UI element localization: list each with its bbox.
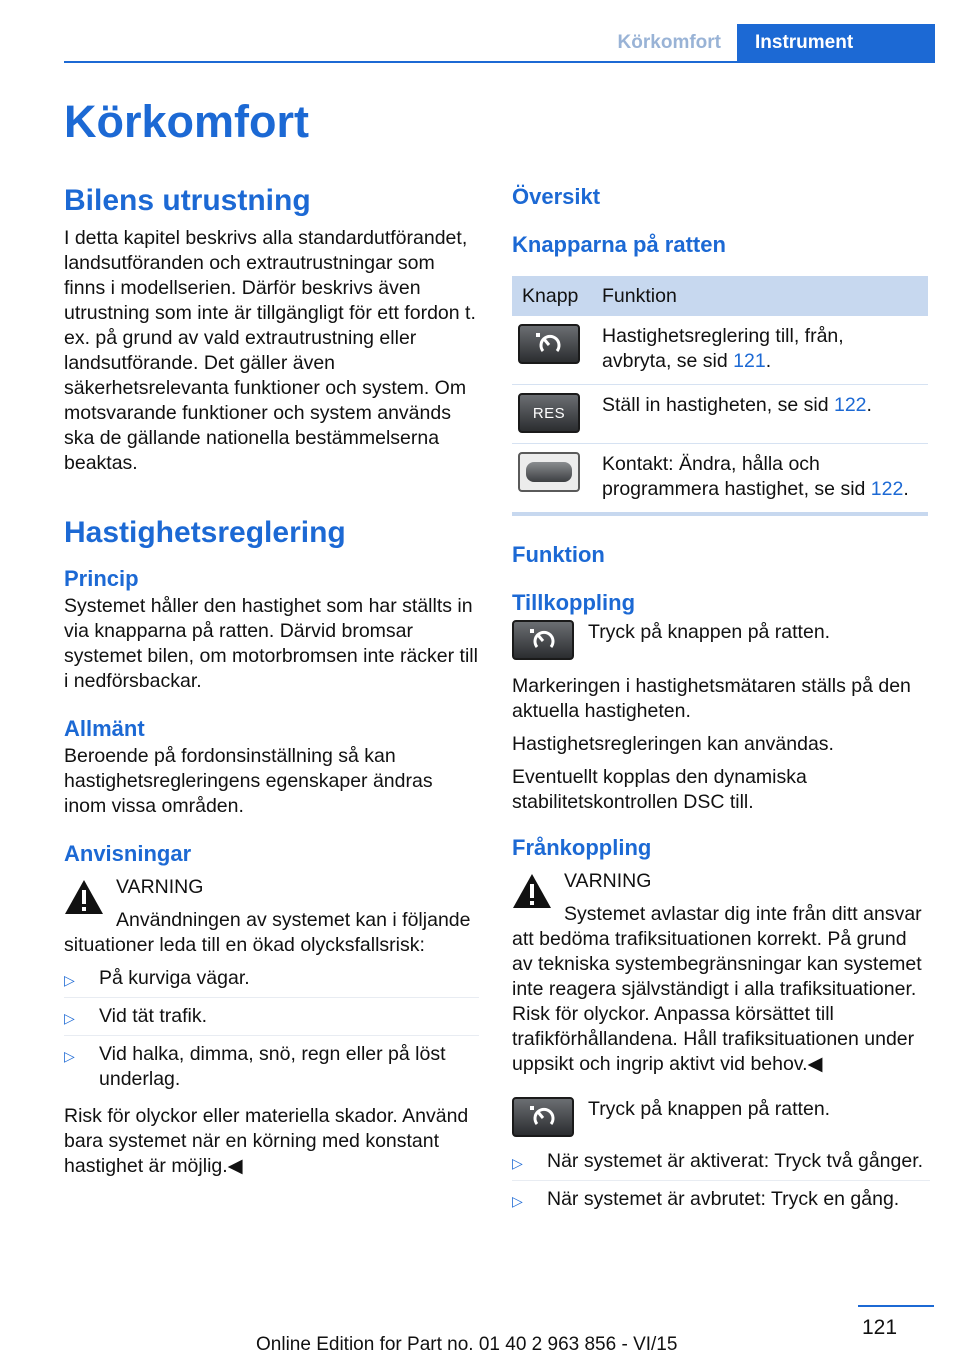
situation-list — [64, 966, 479, 1098]
triangle-bullet-icon: ▷ — [64, 1048, 75, 1064]
page-link[interactable]: 122 — [870, 478, 904, 500]
list-item-text: När systemet är aktiverat: Tryck två gånger. — [547, 1150, 924, 1172]
list-item — [512, 1149, 930, 1181]
cruise-control-icon — [512, 1097, 574, 1137]
button-table — [512, 276, 928, 516]
speedometer-glyph — [528, 1104, 558, 1130]
function-text: Kontakt: Ändra, hålla och programmera hastighet, se sid — [602, 453, 871, 500]
function-cell — [592, 316, 928, 385]
cruise-control-heading: Hastighetsreglering — [64, 516, 346, 549]
header-tabs — [602, 24, 935, 62]
warning-text-content: Systemet avlastar dig inte från ditt ansvar att bedöma trafiksituationen korrekt. På grund av tekniska systembegränsningar kan systemet inte reagera självständigt i alla trafiksituationer. Risk för olyckor. Anpassa körsättet till trafikförhållandena. Håll trafiksituationen under uppsikt och ingrip aktivt vid behov.◀ — [512, 903, 922, 1075]
notes-heading: Anvisningar — [64, 841, 192, 866]
switch-off-heading: Frånkoppling — [512, 835, 652, 860]
warning-closing: Risk för olyckor eller materiella skador. Använd bara systemet när en körning med konstant hastighet är möjlig.◀ — [64, 1105, 469, 1177]
section-tab[interactable]: Körkomfort — [617, 32, 721, 53]
list-item-text: När systemet är avbrutet: Tryck en gång. — [547, 1188, 900, 1210]
chapter-tab[interactable]: Instrument — [737, 24, 935, 62]
list-item-text: Vid halka, dimma, snö, regn eller på löst underlag. — [99, 1043, 446, 1090]
button-cell — [512, 316, 592, 385]
speedometer-glyph — [528, 627, 558, 653]
table-header-row — [512, 276, 928, 316]
table-row — [512, 444, 928, 515]
res-label: RES — [532, 404, 566, 422]
principle-heading: Princip — [64, 566, 139, 591]
list-item — [64, 1042, 479, 1098]
warning-text — [512, 902, 930, 1077]
triangle-bullet-icon: ▷ — [64, 1010, 75, 1026]
equipment-heading: Bilens utrustning — [64, 184, 311, 217]
warning-text-content: Användningen av systemet kan i följande situationer leda till en ökad olycksfallsrisk: — [64, 909, 471, 956]
column-header-button: Knapp — [512, 276, 592, 316]
press-instruction — [512, 1097, 930, 1139]
warning-icon — [64, 879, 104, 915]
press-text: Tryck på knappen på ratten. — [588, 621, 831, 643]
res-button-icon — [518, 393, 580, 433]
function-cell — [592, 385, 928, 444]
speedometer-glyph — [534, 331, 564, 357]
function-text: Hastighetsreglering till, från, avbryta, se sid — [602, 325, 844, 372]
triangle-bullet-icon: ▷ — [64, 972, 75, 988]
deactivation-list — [512, 1149, 930, 1218]
switch-on-text-1: Markeringen i hastighetsmätaren ställs på den aktuella hastigheten. — [512, 675, 911, 722]
function-cell — [592, 444, 928, 515]
switch-on-text-2: Hastighetsregleringen kan användas. — [512, 733, 834, 755]
button-cell — [512, 444, 592, 515]
table-row — [512, 385, 928, 444]
warning-block — [64, 875, 479, 958]
warning-title: VARNING — [116, 876, 204, 898]
warning-title: VARNING — [564, 870, 652, 892]
list-item-text: Vid tät trafik. — [99, 1005, 208, 1027]
general-text: Beroende på fordonsinställning så kan hastighetsregleringens egenskaper ändras inom vissa områden. — [64, 745, 433, 817]
list-item — [512, 1187, 930, 1218]
column-header-function: Funktion — [592, 276, 928, 316]
buttons-heading: Knapparna på ratten — [512, 232, 726, 257]
equipment-text: I detta kapitel beskrivs alla standardutförandet, landsutföranden och extrautrustningar som finns i modellserien. Därför beskrivs även utrustning som inte är tillgängligt för ett fordon t. ex. på grund av vald extrautrustning eller landsutförande. Det gäller även säkerhetsrelevanta funktioner och system. Om motsvarande funktioner och system används ska de gällande nationella bestämmelserna beaktas. — [64, 227, 476, 474]
page-number: 121 — [862, 1316, 898, 1339]
rocker-bar — [526, 462, 572, 482]
right-column — [512, 180, 930, 1224]
page-link[interactable]: 121 — [733, 350, 766, 372]
switch-on-text-3: Eventuellt kopplas den dynamiska stabilitetskontrollen DSC till. — [512, 766, 807, 813]
cruise-control-icon — [512, 620, 574, 660]
overview-heading: Översikt — [512, 184, 601, 209]
page-link[interactable]: 122 — [833, 394, 867, 416]
page-title: Körkomfort — [64, 96, 309, 147]
left-column — [64, 180, 479, 1179]
cruise-control-icon — [518, 324, 580, 364]
switch-on-heading: Tillkoppling — [512, 590, 636, 615]
function-heading: Funktion — [512, 542, 605, 567]
header-rule — [64, 61, 935, 63]
button-cell — [512, 385, 592, 444]
triangle-bullet-icon: ▷ — [512, 1193, 523, 1209]
rocker-switch-icon — [518, 452, 580, 492]
footer-rule — [858, 1305, 934, 1307]
press-text: Tryck på knappen på ratten. — [588, 1098, 831, 1120]
function-text: Ställ in hastigheten, se sid — [602, 394, 834, 416]
function-text-end: . — [765, 350, 772, 372]
warning-block — [512, 869, 930, 1077]
function-text-end: . — [903, 478, 909, 500]
general-heading: Allmänt — [64, 716, 145, 741]
principle-text: Systemet håller den hastighet som har ställts in via knapparna på ratten. Därvid bromsar systemet bilen, om motorbromsen inte räcker till i nedförsbackar. — [64, 595, 478, 692]
press-instruction — [512, 620, 930, 662]
list-item — [64, 1004, 479, 1036]
table-row — [512, 316, 928, 385]
edition-text: Online Edition for Part no. 01 40 2 963 856 - VI/15 — [256, 1334, 678, 1355]
warning-text — [64, 908, 479, 958]
warning-icon — [512, 873, 552, 909]
list-item — [64, 966, 479, 998]
triangle-bullet-icon: ▷ — [512, 1155, 523, 1171]
list-item-text: På kurviga vägar. — [99, 967, 250, 989]
function-text-end: . — [866, 394, 872, 416]
